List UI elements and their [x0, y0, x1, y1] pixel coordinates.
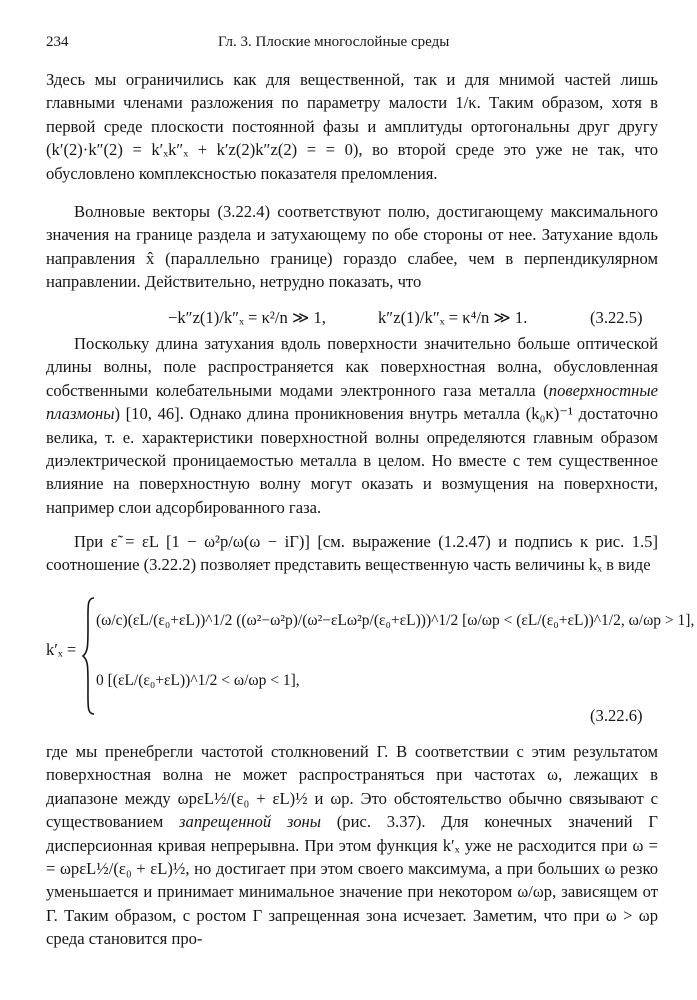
- emphasis-forbidden_zone: запрещенной зоны: [179, 812, 321, 832]
- running-title: Гл. 3. Плоские многослойные среды: [218, 34, 450, 50]
- equation-number-3-22-6: (3.22.6): [590, 706, 643, 725]
- page-number: 234: [46, 34, 69, 50]
- equation-3-22-6-case-1: (ω/c)(εL/(ε₀+εL))^1/2 ((ω²−ω²p)/(ω²−εLω²p/(ε₀+εL)))^1/2 [ω/ωp < (εL/(ε₀+εL))^1/2, ω/ωp > 1],: [96, 612, 695, 629]
- equation-3-22-5-left: −k″z(1)/k″ₓ = κ²/n ≫ 1,: [168, 308, 326, 327]
- paragraph-3: Поскольку длина затухания вдоль поверхности значительно больше оптической длины волны, поле распространяется как поверхностная волна, обусловленная собственными колебательными модами электронного газа металла (поверхностные плазмоны) [10, 46]. Однако длина проникновения внутрь металла (k₀κ)⁻¹ достаточно велика, т. е. характеристики поверхностной волны определяются главным образом диэлектрической проницаемостью металла в целом. Но вместе с тем существенное влияние на поверхностную волну могут оказать и возмущения на поверхности, например слои адсорбированного газа.: [46, 334, 658, 517]
- equation-3-22-5-right: k″z(1)/k″ₓ = κ⁴/n ≫ 1.: [378, 308, 528, 327]
- paragraph-4: При ε̃ = εL [1 − ω²p/ω(ω − iΓ)] [см. выражение (1.2.47) и подпись к рис. 1.5] соотношение (3.22.2) позволяет представить вещественную часть величины kₓ в виде: [46, 532, 658, 575]
- paragraph-5: где мы пренебрегли частотой столкновений Γ. В соответствии с этим результатом поверхностная волна не может распространяться при частотах ω, лежащих в диапазоне между ωpεL½/(ε₀ + εL)½ и ωp. Это обстоятельство обычно связывают с существованием запрещенной зоны (рис. 3.37). Для конечных значений Γ дисперсионная кривая непрерывна. При этом функция k′ₓ уже не расходится при ω = = ωpεL½/(ε₀ + εL)½, но достигает при этом своего максимума, а при больших ω резко уменьшается и принимает минимальное значение при некотором ω/ωp, зависящем от Γ. Таким образом, с ростом Γ запрещенная зона исчезает. Заметим, что при ω > ωp среда становится про-: [46, 742, 659, 949]
- paragraph-1: Здесь мы ограничились как для вещественной, так и для мнимой частей лишь главными членами разложения по параметру малости 1/κ. Таким образом, хотя в первой среде плоскости постоянной фазы и амплитуды ортогональны друг другу (k′(2)·k″(2) = k′ₓk″ₓ + k′z(2)k″z(2) = = 0), во второй среде это уже не так, что обусловлено комплексностью показателя преломления.: [46, 70, 658, 183]
- equation-number-3-22-5: (3.22.5): [590, 308, 643, 327]
- left-brace-icon: [82, 596, 96, 716]
- equation-3-22-6-lhs: k′ₓ =: [46, 640, 77, 659]
- emphasis-plasmons: поверхностные плазмоны: [46, 380, 658, 424]
- equation-3-22-6-case-2: 0 [(εL/(ε₀+εL))^1/2 < ω/ωp < 1],: [96, 672, 300, 689]
- paragraph-2: Волновые векторы (3.22.4) соответствуют полю, достигающему максимального значения на границе раздела и затухающему по обе стороны от нее. Затухание вдоль направления x̂ (параллельно границе) гораздо слабее, чем в перпендикулярном направлении. Действительно, нетрудно показать, что: [46, 202, 658, 292]
